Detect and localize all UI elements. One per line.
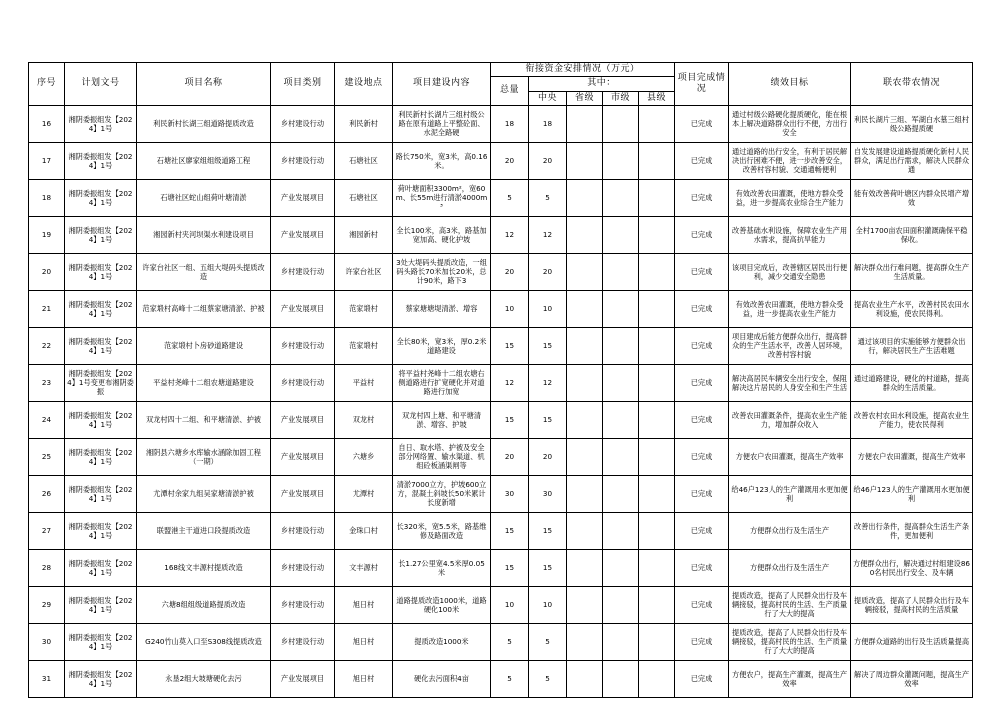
table-cell-seq: 16 <box>29 105 65 142</box>
table-cell-content: 双龙村四上塘、和平塘清淤、增容、护坡 <box>393 401 491 438</box>
table-cell-province <box>567 364 603 401</box>
table-cell-province <box>567 253 603 290</box>
table-cell-linkage: 提质改造，提高了人民群众出行及车辆接驳，提高村民的生活质量 <box>851 586 973 623</box>
table-cell-county <box>639 290 675 327</box>
table-cell-county <box>639 623 675 660</box>
table-cell-category: 乡村建设行动 <box>271 105 335 142</box>
table-cell-performance: 方便群众出行及生活生产 <box>729 512 851 549</box>
table-cell-name: 双龙村四十二组、和平塘清淤、护被 <box>137 401 271 438</box>
table-cell-doc: 湘阴委振组发【2024】1号 <box>65 105 137 142</box>
table-cell-doc: 湘阴委振组发【2024】1号 <box>65 623 137 660</box>
header-seq: 序号 <box>29 63 65 106</box>
project-table <box>28 62 973 698</box>
table-cell-central: 12 <box>529 216 567 253</box>
table-cell-central: 20 <box>529 142 567 179</box>
table-cell-category: 产业发展项目 <box>271 179 335 216</box>
table-cell-seq: 21 <box>29 290 65 327</box>
table-cell-name: G240竹山莫入口至S308线提质改造 <box>137 623 271 660</box>
header-completion: 项目完成情况 <box>675 63 729 106</box>
table-cell-total: 20 <box>491 142 529 179</box>
table-cell-county <box>639 438 675 475</box>
table-cell-total: 18 <box>491 105 529 142</box>
table-cell-total: 10 <box>491 586 529 623</box>
table-cell-content: 道路提质改造1000米，道路硬化100米 <box>393 586 491 623</box>
header-category: 项目类别 <box>271 63 335 106</box>
table-cell-total: 15 <box>491 549 529 586</box>
table-row <box>29 364 973 401</box>
table-row <box>29 327 973 364</box>
table-cell-location: 石塘社区 <box>335 179 393 216</box>
header-funds-group: 衔接资金安排情况（万元） <box>491 63 675 77</box>
table-cell-content: 全长80米，宽3米，厚0.2米道路建设 <box>393 327 491 364</box>
table-cell-category: 产业发展项目 <box>271 660 335 697</box>
table-cell-county <box>639 253 675 290</box>
table-cell-performance: 提质改造，提高了人民群众出行及车辆接驳，提高村民的生活、生产质量行了大大的提高 <box>729 586 851 623</box>
table-cell-completion: 已完成 <box>675 586 729 623</box>
table-cell-doc: 湘阴委振组发【2024】1号 <box>65 401 137 438</box>
table-cell-location: 湘园新村 <box>335 216 393 253</box>
table-cell-location: 平益村 <box>335 364 393 401</box>
table-cell-category: 产业发展项目 <box>271 438 335 475</box>
header-row-1 <box>29 63 973 77</box>
table-row <box>29 438 973 475</box>
table-cell-city <box>603 623 639 660</box>
table-cell-seq: 23 <box>29 364 65 401</box>
table-cell-city <box>603 105 639 142</box>
table-row <box>29 475 973 512</box>
table-cell-central: 30 <box>529 475 567 512</box>
table-cell-doc: 湘阴委振组发【2024】1号 <box>65 179 137 216</box>
table-cell-location: 六塘乡 <box>335 438 393 475</box>
table-cell-category: 产业发展项目 <box>271 401 335 438</box>
table-row <box>29 290 973 327</box>
table-row <box>29 623 973 660</box>
table-cell-total: 5 <box>491 623 529 660</box>
table-cell-county <box>639 586 675 623</box>
table-cell-category: 产业发展项目 <box>271 216 335 253</box>
table-cell-province <box>567 660 603 697</box>
table-cell-doc: 湘阴委振组发【2024】1号 <box>65 253 137 290</box>
table-cell-city <box>603 549 639 586</box>
table-cell-doc: 湘阴委振组发【2024】1号 <box>65 216 137 253</box>
header-performance: 绩效目标 <box>729 63 851 106</box>
header-county: 县级 <box>639 91 675 105</box>
table-cell-doc: 湘阴委振组发【2024】1号 <box>65 549 137 586</box>
table-cell-completion: 已完成 <box>675 290 729 327</box>
table-cell-linkage: 方便群众出行，解决通过村组建设860名村民出行安全、及车辆 <box>851 549 973 586</box>
table-cell-content: 长1.27公里宽4.5米厚0.05米 <box>393 549 491 586</box>
table-cell-location: 旭日村 <box>335 586 393 623</box>
table-row <box>29 179 973 216</box>
table-cell-doc: 湘阴委振组发【2024】1号 <box>65 142 137 179</box>
table-cell-linkage: 解决了周边群众灌溉问题，提高生产效率 <box>851 660 973 697</box>
table-cell-name: 范家塅村高峰十二组蔡家塘清淤、护被 <box>137 290 271 327</box>
table-cell-linkage: 改善农村农田水利设施，提高农业生产能力，使农民得利 <box>851 401 973 438</box>
table-cell-seq: 24 <box>29 401 65 438</box>
table-cell-name: 168线文丰源村提质改造 <box>137 549 271 586</box>
table-cell-category: 乡村建设行动 <box>271 142 335 179</box>
table-cell-city <box>603 290 639 327</box>
header-location: 建设地点 <box>335 63 393 106</box>
table-cell-content: 将平益村尧峰十二组农塘右侧道路进行扩宽硬化并对道路进行加宽 <box>393 364 491 401</box>
table-cell-central: 10 <box>529 290 567 327</box>
table-cell-performance: 该项目完成后，改善辖区居民出行便利，减少交通安全隐患 <box>729 253 851 290</box>
table-cell-completion: 已完成 <box>675 623 729 660</box>
table-cell-doc: 湘阴委振组发【2024】1号 <box>65 660 137 697</box>
table-cell-linkage: 改善出行条件，提高群众生活生产条件，更加便利 <box>851 512 973 549</box>
table-cell-name: 石塘社区蛇山组荷叶塘清淤 <box>137 179 271 216</box>
table-cell-doc: 湘阴委振组发【2024】1号 <box>65 586 137 623</box>
table-cell-name: 六塘8组组级道路提质改造 <box>137 586 271 623</box>
table-cell-completion: 已完成 <box>675 549 729 586</box>
table-cell-doc: 湘阴委振组发【2024】1号 <box>65 475 137 512</box>
table-cell-linkage: 利民长湖片三组、军湖白水墓三组村级公路提质硬 <box>851 105 973 142</box>
table-cell-location: 旭日村 <box>335 623 393 660</box>
table-cell-central: 15 <box>529 401 567 438</box>
table-cell-county <box>639 142 675 179</box>
table-cell-total: 20 <box>491 253 529 290</box>
table-cell-location: 双龙村 <box>335 401 393 438</box>
table-cell-category: 乡村建设行动 <box>271 364 335 401</box>
table-cell-total: 20 <box>491 438 529 475</box>
table-cell-county <box>639 327 675 364</box>
table-cell-city <box>603 438 639 475</box>
header-name: 项目名称 <box>137 63 271 106</box>
header-city: 市级 <box>603 91 639 105</box>
table-cell-city <box>603 216 639 253</box>
table-cell-name: 永垦2组大坡塘硬化去污 <box>137 660 271 697</box>
table-cell-completion: 已完成 <box>675 364 729 401</box>
table-cell-category: 产业发展项目 <box>271 290 335 327</box>
table-cell-doc: 湘阴委振组发【2024】1号 <box>65 512 137 549</box>
table-cell-content: 荷叶塘面积3300m²，宽60m、长55m进行清淤4000m³ <box>393 179 491 216</box>
table-cell-total: 12 <box>491 216 529 253</box>
table-body <box>29 105 973 697</box>
table-cell-location: 尤潭村 <box>335 475 393 512</box>
table-cell-linkage: 能有效改善荷叶塘区内群众民增产增效 <box>851 179 973 216</box>
header-content: 项目建设内容 <box>393 63 491 106</box>
table-row <box>29 512 973 549</box>
table-cell-city <box>603 179 639 216</box>
table-cell-central: 20 <box>529 253 567 290</box>
table-cell-total: 12 <box>491 364 529 401</box>
table-row <box>29 660 973 697</box>
table-row <box>29 549 973 586</box>
table-cell-performance: 解决高居民车辆安全出行安全，保阻解决这片居民的人身安全和生产生活 <box>729 364 851 401</box>
table-cell-name: 尤潭村余家九组吴家塘清淤护被 <box>137 475 271 512</box>
table-cell-central: 12 <box>529 364 567 401</box>
table-cell-total: 5 <box>491 179 529 216</box>
table-cell-county <box>639 660 675 697</box>
table-cell-total: 5 <box>491 660 529 697</box>
table-header <box>29 63 973 106</box>
table-cell-name: 范家塅村卜房砂道路建设 <box>137 327 271 364</box>
table-cell-city <box>603 660 639 697</box>
table-cell-total: 10 <box>491 290 529 327</box>
table-cell-county <box>639 216 675 253</box>
table-cell-location: 许家台社区 <box>335 253 393 290</box>
table-cell-performance: 改善农田灌溉条件，提高农业生产能力，增加群众收入 <box>729 401 851 438</box>
table-cell-name: 许家台社区一组、五组大堤码头提质改造 <box>137 253 271 290</box>
table-cell-county <box>639 105 675 142</box>
table-cell-seq: 20 <box>29 253 65 290</box>
table-cell-linkage: 通过该项目的实施能够方便群众出行，解决居民生产生活难题 <box>851 327 973 364</box>
table-cell-city <box>603 512 639 549</box>
header-among: 其中： <box>529 77 675 91</box>
table-cell-county <box>639 364 675 401</box>
table-cell-central: 18 <box>529 105 567 142</box>
table-cell-location: 利民新村 <box>335 105 393 142</box>
table-cell-linkage: 通过道路建设，硬化的村道路，提高群众的生活质量。 <box>851 364 973 401</box>
table-cell-content: 利民新村长湖片三组村级公路在原有道路上平整砼面、水泥全路硬 <box>393 105 491 142</box>
table-cell-seq: 30 <box>29 623 65 660</box>
table-row <box>29 142 973 179</box>
table-cell-name: 联盟港主干道进口段提质改造 <box>137 512 271 549</box>
table-cell-completion: 已完成 <box>675 438 729 475</box>
table-cell-seq: 31 <box>29 660 65 697</box>
table-cell-county <box>639 512 675 549</box>
table-cell-completion: 已完成 <box>675 179 729 216</box>
table-cell-province <box>567 401 603 438</box>
table-cell-category: 乡村建设行动 <box>271 586 335 623</box>
table-cell-seq: 26 <box>29 475 65 512</box>
table-cell-county <box>639 549 675 586</box>
table-cell-linkage: 自发发展建设道路提质硬化新村人民群众，满足出行需求，解决人民群众通 <box>851 142 973 179</box>
table-cell-completion: 已完成 <box>675 512 729 549</box>
table-cell-linkage: 提高农业生产水平，改善村民农田水利设施，使农民得利。 <box>851 290 973 327</box>
table-cell-performance: 提质改造，提高了人民群众出行及车辆接驳，提高村民的生活、生产质量行了大大的提高 <box>729 623 851 660</box>
table-cell-city <box>603 401 639 438</box>
table-cell-performance: 方便农户，提高生产灌溉，提高生产效率 <box>729 660 851 697</box>
table-cell-linkage: 方便群众道路的出行及生活质量提高 <box>851 623 973 660</box>
table-cell-content: 提质改造1000米 <box>393 623 491 660</box>
table-row <box>29 105 973 142</box>
table-cell-category: 乡村建设行动 <box>271 253 335 290</box>
table-cell-location: 范家塅村 <box>335 327 393 364</box>
table-cell-province <box>567 105 603 142</box>
table-cell-completion: 已完成 <box>675 660 729 697</box>
table-cell-completion: 已完成 <box>675 475 729 512</box>
table-cell-county <box>639 179 675 216</box>
table-cell-performance: 有效改善农田灌溉，使地方群众受益，进一步提高农业生产能力 <box>729 290 851 327</box>
table-cell-location: 范家塅村 <box>335 290 393 327</box>
table-cell-category: 乡村建设行动 <box>271 549 335 586</box>
table-cell-linkage: 全村1700亩农田面积灌溉确保平稳保收。 <box>851 216 973 253</box>
table-cell-central: 5 <box>529 660 567 697</box>
table-cell-seq: 18 <box>29 179 65 216</box>
table-cell-content: 路长750米，宽3米，高0.16米。 <box>393 142 491 179</box>
project-table-container <box>28 62 972 698</box>
table-cell-province <box>567 142 603 179</box>
header-linkage: 联农带农情况 <box>851 63 973 106</box>
table-cell-seq: 25 <box>29 438 65 475</box>
table-cell-performance: 通过道路的出行安全，有利于居民解决出行困难不便，进一步改善安全，改善村容村貌、交通通畅便利 <box>729 142 851 179</box>
table-cell-category: 乡村建设行动 <box>271 327 335 364</box>
table-cell-content: 自日、取水塔、护被及安全部分网络置、输水渠道、机组砼板涵渠闸等 <box>393 438 491 475</box>
table-cell-category: 产业发展项目 <box>271 475 335 512</box>
table-cell-seq: 17 <box>29 142 65 179</box>
table-cell-name: 利民新村长湖三组道路提质改造 <box>137 105 271 142</box>
table-cell-location: 石塘社区 <box>335 142 393 179</box>
table-cell-province <box>567 549 603 586</box>
table-cell-performance: 给46户123人的生产灌溉用水更加便利 <box>729 475 851 512</box>
table-cell-linkage: 解决群众出行难问题，提高群众生产生活质量。 <box>851 253 973 290</box>
table-cell-seq: 19 <box>29 216 65 253</box>
table-cell-content: 蔡家塘塘堤清淤、增容 <box>393 290 491 327</box>
table-cell-total: 15 <box>491 327 529 364</box>
table-cell-total: 15 <box>491 401 529 438</box>
table-cell-completion: 已完成 <box>675 327 729 364</box>
table-cell-seq: 27 <box>29 512 65 549</box>
table-cell-content: 3处大堤码头提质改造，一组码头路长70米加长20米，总计90米，路下3 <box>393 253 491 290</box>
table-cell-doc: 湘阴委振组发【2024】1号 <box>65 290 137 327</box>
table-cell-province <box>567 290 603 327</box>
table-row <box>29 586 973 623</box>
table-cell-seq: 28 <box>29 549 65 586</box>
table-cell-total: 15 <box>491 512 529 549</box>
table-cell-province <box>567 216 603 253</box>
table-cell-province <box>567 438 603 475</box>
table-cell-central: 15 <box>529 512 567 549</box>
table-cell-central: 5 <box>529 623 567 660</box>
table-cell-doc: 湘阴委振组发【2024】1号 <box>65 327 137 364</box>
table-cell-city <box>603 364 639 401</box>
table-cell-name: 湘阴县六塘乡水库输水涵除加固工程（一期） <box>137 438 271 475</box>
table-cell-province <box>567 586 603 623</box>
table-cell-doc: 湘阴委振组发【2024】1号变更布湘阴委振 <box>65 364 137 401</box>
table-cell-province <box>567 327 603 364</box>
table-cell-central: 10 <box>529 586 567 623</box>
table-cell-completion: 已完成 <box>675 216 729 253</box>
table-row <box>29 401 973 438</box>
table-cell-county <box>639 475 675 512</box>
table-cell-doc: 湘阴委振组发【2024】1号 <box>65 438 137 475</box>
table-cell-location: 文丰源村 <box>335 549 393 586</box>
table-cell-county <box>639 401 675 438</box>
table-cell-completion: 已完成 <box>675 105 729 142</box>
table-cell-content: 硬化去污面积4亩 <box>393 660 491 697</box>
table-cell-seq: 29 <box>29 586 65 623</box>
header-central: 中央 <box>529 91 567 105</box>
table-cell-city <box>603 475 639 512</box>
table-cell-content: 长320米，宽5.5米，路基维修及路面改造 <box>393 512 491 549</box>
header-total: 总量 <box>491 77 529 106</box>
table-cell-name: 湘园新村夹河坝渠水利建设项目 <box>137 216 271 253</box>
table-cell-central: 15 <box>529 327 567 364</box>
table-cell-province <box>567 512 603 549</box>
table-cell-completion: 已完成 <box>675 401 729 438</box>
table-cell-linkage: 方便农户农田灌溉，提高生产效率 <box>851 438 973 475</box>
table-cell-performance: 方便农户农田灌溉，提高生产效率 <box>729 438 851 475</box>
table-cell-central: 15 <box>529 549 567 586</box>
table-cell-category: 乡村建设行动 <box>271 623 335 660</box>
table-cell-central: 5 <box>529 179 567 216</box>
table-cell-location: 金珠口村 <box>335 512 393 549</box>
table-cell-content: 清淤7000立方，护坡600立方，混凝土斜坡长50米累计长度新增 <box>393 475 491 512</box>
table-cell-performance: 方便群众出行及生活生产 <box>729 549 851 586</box>
table-cell-performance: 有效改善农田灌溉，使地方群众受益，进一步提高农业综合生产能力 <box>729 179 851 216</box>
table-cell-performance: 通过村级公路硬化提质硬化，能在根本上解决道路群众出行不便，方出行安全 <box>729 105 851 142</box>
table-cell-province <box>567 475 603 512</box>
table-row <box>29 216 973 253</box>
table-cell-city <box>603 586 639 623</box>
table-cell-city <box>603 327 639 364</box>
table-cell-linkage: 给46户123人的生产灌溉用水更加便利 <box>851 475 973 512</box>
table-cell-province <box>567 179 603 216</box>
table-cell-category: 乡村建设行动 <box>271 512 335 549</box>
table-cell-performance: 项目建成后能方便群众出行，提高群众的生产生活水平，改善人居环境，改善村容村貌 <box>729 327 851 364</box>
table-cell-completion: 已完成 <box>675 142 729 179</box>
header-doc: 计划文号 <box>65 63 137 106</box>
header-province: 省级 <box>567 91 603 105</box>
table-cell-name: 平益村尧峰十二组农塘道路建设 <box>137 364 271 401</box>
table-cell-central: 20 <box>529 438 567 475</box>
table-cell-location: 旭日村 <box>335 660 393 697</box>
table-cell-city <box>603 253 639 290</box>
table-cell-seq: 22 <box>29 327 65 364</box>
table-cell-total: 30 <box>491 475 529 512</box>
table-cell-content: 全长100米，高3米，路基加宽加高、硬化护坡 <box>393 216 491 253</box>
table-cell-province <box>567 623 603 660</box>
table-cell-completion: 已完成 <box>675 253 729 290</box>
table-cell-name: 石塘社区廖家组组级道路工程 <box>137 142 271 179</box>
table-row <box>29 253 973 290</box>
table-cell-city <box>603 142 639 179</box>
table-cell-performance: 改善基础水利设施，保障农业生产用水需求，提高抗旱能力 <box>729 216 851 253</box>
